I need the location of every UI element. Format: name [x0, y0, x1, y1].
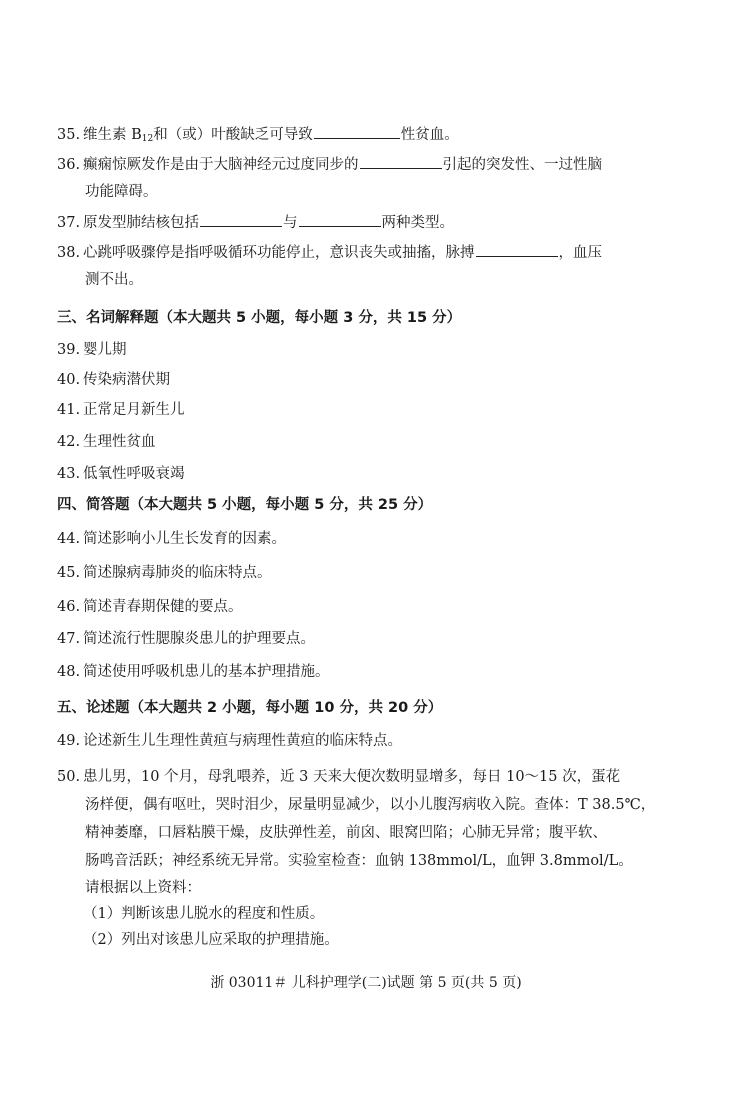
term-item [57, 339, 127, 361]
case-text-line: 精神萎靡，口唇粘膜干燥，皮肤弹性差，前囟、眼窝凹陷；心肺无异常；腹平软、 [85, 825, 607, 841]
question-text: 与 [283, 215, 298, 231]
short-answer-item [57, 596, 243, 618]
question-text: 心跳呼吸骤停是指呼吸循环功能停止，意识丧失或抽搐，脉搏 [83, 245, 475, 261]
question-text: 两种类型。 [381, 215, 454, 231]
short-answer-item [57, 661, 330, 683]
question-text: 简述流行性腮腺炎患儿的护理要点。 [83, 631, 315, 647]
fill-blank [360, 153, 442, 169]
question-number: 36. [57, 157, 81, 173]
question-text: 生理性贫血 [83, 434, 156, 450]
short-answer-item [57, 628, 315, 650]
sub-question-2: （2）列出对该患儿应采取的护理措施。 [83, 932, 339, 948]
question-text: 简述影响小儿生长发育的因素。 [83, 531, 286, 547]
question-text: ，血压 [558, 245, 602, 261]
question-number: 43. [57, 466, 81, 482]
case-text-line: 汤样便，偶有呕吐，哭时泪少，尿量明显减少，以小儿腹泻病收入院。查体：T 38.5℃， [85, 797, 656, 813]
question-number: 35. [57, 127, 81, 143]
question-number: 46. [57, 599, 81, 615]
question-37 [57, 211, 454, 234]
question-number: 47. [57, 631, 81, 647]
question-number: 50. [57, 769, 81, 785]
question-text: 简述使用呼吸机患儿的基本护理措施。 [83, 664, 330, 680]
question-number: 39. [57, 342, 81, 358]
question-text: 癫痫惊厥发作是由于大脑神经元过度同步的 [83, 157, 359, 173]
fill-blank [299, 211, 381, 227]
question-number: 38. [57, 245, 81, 261]
sub-question-1: （1）判断该患儿脱水的程度和性质。 [83, 906, 325, 922]
question-number: 49. [57, 733, 81, 749]
question-38 [57, 241, 602, 264]
subscript: 12 [141, 134, 154, 144]
question-text: 低氧性呼吸衰竭 [83, 466, 185, 482]
question-text: 患儿男，10 个月，母乳喂养，近 3 天来大便次数明显增多，每日 10～15 次，蛋花 [83, 769, 621, 785]
question-number: 48. [57, 664, 81, 680]
question-35 [57, 123, 459, 150]
question-text: 性贫血。 [400, 127, 459, 143]
question-number: 42. [57, 434, 81, 450]
question-number: 37. [57, 215, 81, 231]
essay-item-49 [57, 730, 402, 752]
case-text-line: 肠鸣音活跃；神经系统无异常。实验室检查：血钠 138mmol/L，血钾 3.8mmol/L。 [85, 853, 633, 869]
question-text: 传染病潜伏期 [83, 372, 170, 388]
question-text: 简述腺病毒肺炎的临床特点。 [83, 565, 272, 581]
term-item [57, 463, 185, 485]
question-number: 45. [57, 565, 81, 581]
question-36-continued: 功能障碍。 [85, 184, 158, 200]
question-text: 引起的突发性、一过性脑 [442, 157, 602, 173]
page-footer: 浙 03011＃ 儿科护理学(二)试题 第 5 页(共 5 页) [210, 975, 522, 991]
question-text: 正常足月新生儿 [83, 402, 185, 418]
section-heading-essay: 五、论述题（本大题共 2 小题，每小题 10 分，共 20 分） [57, 700, 443, 716]
fill-blank [200, 211, 282, 227]
essay-item-50 [57, 766, 620, 788]
question-text: 简述青春期保健的要点。 [83, 599, 243, 615]
case-text-line: 请根据以上资料： [85, 880, 201, 896]
short-answer-item [57, 528, 286, 550]
question-text: 婴儿期 [83, 342, 127, 358]
short-answer-item [57, 562, 272, 584]
section-heading-short-answer: 四、简答题（本大题共 5 小题，每小题 5 分，共 25 分） [57, 497, 433, 513]
fill-blank [314, 123, 400, 139]
question-36 [57, 153, 602, 176]
term-item [57, 369, 170, 391]
term-item [57, 431, 156, 453]
term-item [57, 399, 185, 421]
fill-blank [476, 241, 558, 257]
question-text: 和（或）叶酸缺乏可导致 [153, 127, 313, 143]
question-number: 40. [57, 372, 81, 388]
question-text: 论述新生儿生理性黄疸与病理性黄疸的临床特点。 [83, 733, 402, 749]
question-text: 维生素 B [83, 127, 142, 143]
question-38-continued: 测不出。 [85, 272, 143, 288]
question-number: 44. [57, 531, 81, 547]
question-text: 原发型肺结核包括 [83, 215, 199, 231]
question-number: 41. [57, 402, 81, 418]
section-heading-terms: 三、名词解释题（本大题共 5 小题，每小题 3 分，共 15 分） [57, 310, 462, 326]
